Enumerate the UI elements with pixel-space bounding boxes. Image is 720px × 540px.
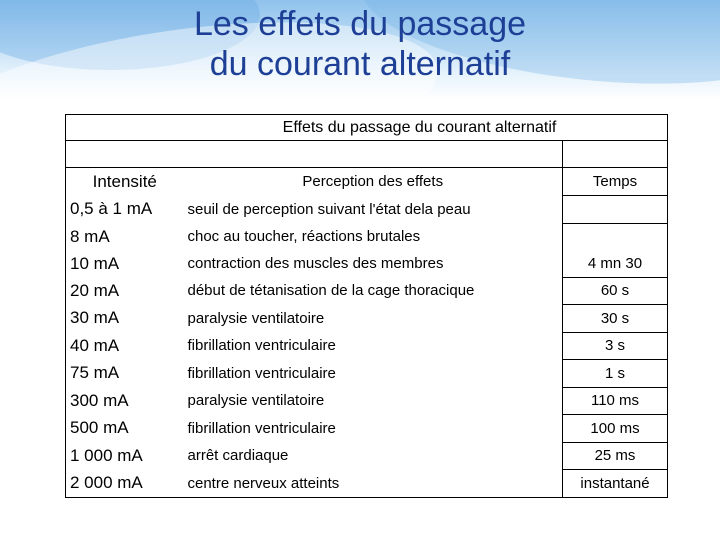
- cell-intensite: 30 mA: [66, 305, 178, 333]
- slide-title-line-1: Les effets du passage: [193, 5, 527, 43]
- cell-perception: fibrillation ventriculaire: [187, 364, 336, 382]
- cell-temps: 60 s: [563, 277, 668, 305]
- cell-temps: [563, 196, 668, 224]
- table-caption: Effets du passage du courant alternatif: [66, 115, 668, 141]
- cell-perception: fibrillation ventriculaire: [187, 419, 336, 437]
- cell-intensite: 20 mA: [66, 277, 178, 305]
- cell-temps: 100 ms: [563, 415, 668, 443]
- cell-temps: 3 s: [563, 332, 668, 360]
- effects-table-container: [65, 114, 668, 498]
- cell-perception: choc au toucher, réactions brutales: [187, 228, 421, 245]
- cell-intensite: 8 mA: [66, 223, 178, 250]
- cell-intensite: 2 000 mA: [66, 470, 178, 498]
- cell-temps: 110 ms: [563, 387, 668, 415]
- cell-temps: 30 s: [563, 305, 668, 333]
- slide-title: [0, 4, 720, 84]
- cell-intensite: 500 mA: [66, 415, 178, 443]
- header-intensite: Intensité: [66, 168, 178, 196]
- cell-perception: paralysie ventilatoire: [187, 309, 325, 327]
- cell-perception: seuil de perception suivant l'état dela peau: [187, 200, 471, 218]
- header-temps: Temps: [563, 168, 668, 196]
- cell-perception: début de tétanisation de la cage thoracique: [187, 282, 475, 300]
- cell-intensite: 75 mA: [66, 360, 178, 388]
- cell-perception: arrêt cardiaque: [187, 447, 289, 465]
- effects-table: [65, 114, 668, 498]
- cell-perception: centre nerveux atteints: [178, 470, 563, 498]
- cell-temps: 25 ms: [563, 442, 668, 470]
- cell-perception: contraction des muscles des membres: [187, 255, 444, 272]
- blank-cell: [563, 141, 668, 168]
- blank-cell: [66, 141, 563, 168]
- cell-intensite: 1 000 mA: [66, 442, 178, 470]
- header-perception: Perception des effets: [302, 173, 444, 191]
- cell-temps: 4 mn 30: [563, 250, 668, 277]
- cell-perception: fibrillation ventriculaire: [187, 337, 336, 355]
- cell-temps: 1 s: [563, 360, 668, 388]
- cell-intensite: 10 mA: [66, 250, 178, 277]
- cell-temps: instantané: [563, 470, 668, 498]
- cell-intensite: 300 mA: [66, 387, 178, 415]
- cell-intensite: 40 mA: [66, 332, 178, 360]
- cell-intensite: 0,5 à 1 mA: [66, 196, 178, 224]
- cell-perception: paralysie ventilatoire: [187, 392, 325, 410]
- slide-title-line-2: du courant alternatif: [209, 45, 511, 83]
- cell-temps: [563, 223, 668, 250]
